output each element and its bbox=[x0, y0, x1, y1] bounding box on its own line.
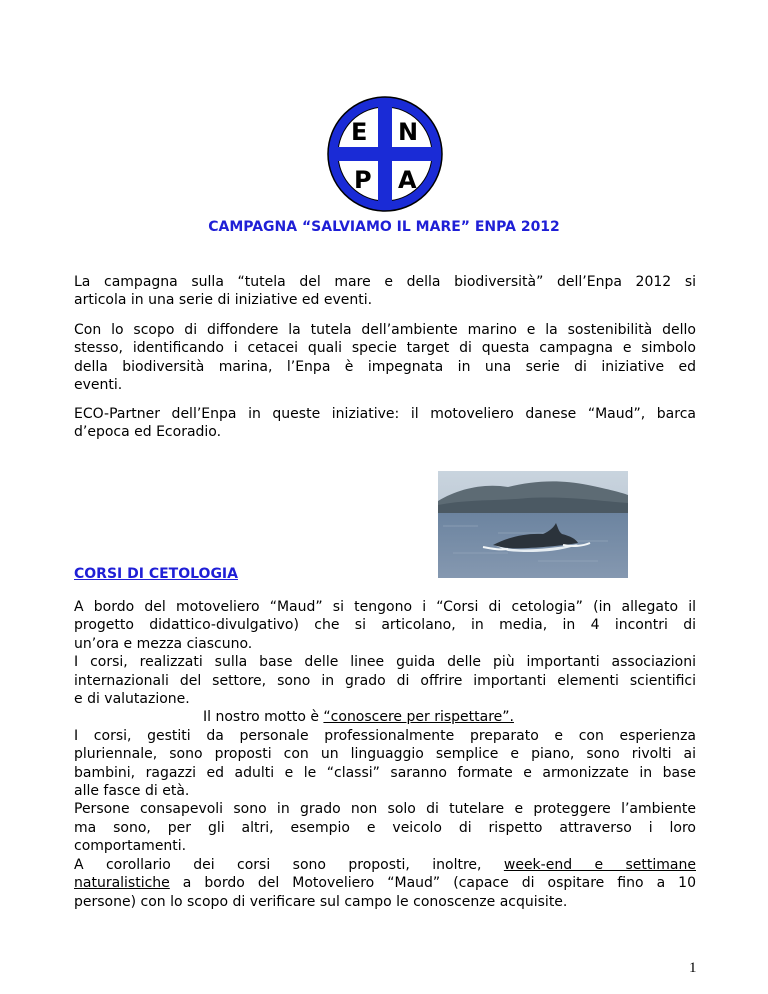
motto-line bbox=[74, 708, 696, 726]
text-line: bambini, ragazzi ed adulti e le “classi” saranno formate e armonizzate in base bbox=[74, 764, 696, 781]
text-line: eventi. bbox=[74, 377, 123, 394]
text-line: internazionali del settore, sono in grado di offrire importanti elementi scientifici bbox=[74, 672, 696, 689]
text-line: e di valutazione. bbox=[74, 691, 190, 708]
logo-letter-a: A bbox=[398, 166, 417, 194]
text-line: pluriennale, sono proposti con un linguaggio semplice e piano, sono rivolti ai bbox=[74, 746, 696, 763]
logo-letter-n: N bbox=[398, 118, 419, 146]
text-line: articola in una serie di iniziative ed eventi. bbox=[74, 292, 373, 309]
page-number: 1 bbox=[689, 960, 697, 976]
text-line: comportamenti. bbox=[74, 838, 187, 855]
text-line: stesso, identificando i cetacei quali specie target di questa campagna e simbolo bbox=[74, 340, 696, 357]
text-line: un’ora e mezza ciascuno. bbox=[74, 635, 253, 652]
partner-paragraph bbox=[74, 405, 696, 442]
intro-paragraph bbox=[74, 273, 696, 310]
section-title-cetologia: CORSI DI CETOLOGIA bbox=[74, 566, 238, 582]
text-line: d’epoca ed Ecoradio. bbox=[74, 424, 222, 441]
logo-letter-e: E bbox=[351, 118, 368, 146]
text-line: persone) con lo scopo di verificare sul campo le conoscenze acquisite. bbox=[74, 893, 568, 910]
text-line: A bordo del motoveliero “Maud” si tengono i “Corsi di cetologia” (in allegato il bbox=[74, 599, 696, 615]
text-line: ECO-Partner dell’Enpa in queste iniziative: il motoveliero danese “Maud”, barca bbox=[74, 406, 696, 422]
text-line: progetto didattico-divulgativo) che si articolano, in media, in 4 incontri di bbox=[74, 617, 696, 634]
logo-letter-p: P bbox=[354, 166, 372, 194]
weekend-link-text: week-end e settimane bbox=[503, 856, 696, 873]
text-line: Con lo scopo di diffondere la tutela dell’ambiente marino e la sostenibilità dello bbox=[74, 322, 696, 338]
text-line bbox=[74, 874, 696, 892]
motto-prefix: Il nostro motto è bbox=[203, 709, 324, 726]
text-line: ma sono, per gli altri, esempio e veicolo di rispetto attraverso i loro bbox=[74, 819, 696, 836]
text-line: alle fasce di età. bbox=[74, 783, 190, 800]
text-line: La campagna sulla “tutela del mare e della biodiversità” dell’Enpa 2012 si bbox=[74, 274, 696, 290]
maud-capacity-text: a bordo del Motoveliero “Maud” (capace di ospitare fino a 10 bbox=[169, 875, 696, 892]
text-line: Persone consapevoli sono in grado non solo di tutelare e proteggere l’ambiente bbox=[74, 801, 696, 818]
scope-paragraph bbox=[74, 321, 696, 395]
courses-body bbox=[74, 598, 696, 911]
dolphin-photo bbox=[438, 471, 628, 578]
text-line: della biodiversità marina, l’Enpa è impegnata in una serie di iniziative ed bbox=[74, 358, 696, 375]
text-line bbox=[74, 856, 696, 874]
motto-text: “conoscere per rispettare”. bbox=[323, 709, 514, 726]
naturalistiche-text: naturalistiche bbox=[74, 875, 170, 892]
text-line: I corsi, gestiti da personale professionalmente preparato e con esperienza bbox=[74, 727, 696, 744]
campaign-title: CAMPAGNA “SALVIAMO IL MARE” ENPA 2012 bbox=[208, 219, 560, 235]
text-line: I corsi, realizzati sulla base delle linee guida delle più importanti associazioni bbox=[74, 654, 696, 671]
corollary-prefix: A corollario dei corsi sono proposti, inoltre, bbox=[74, 856, 504, 873]
enpa-logo bbox=[326, 95, 444, 213]
